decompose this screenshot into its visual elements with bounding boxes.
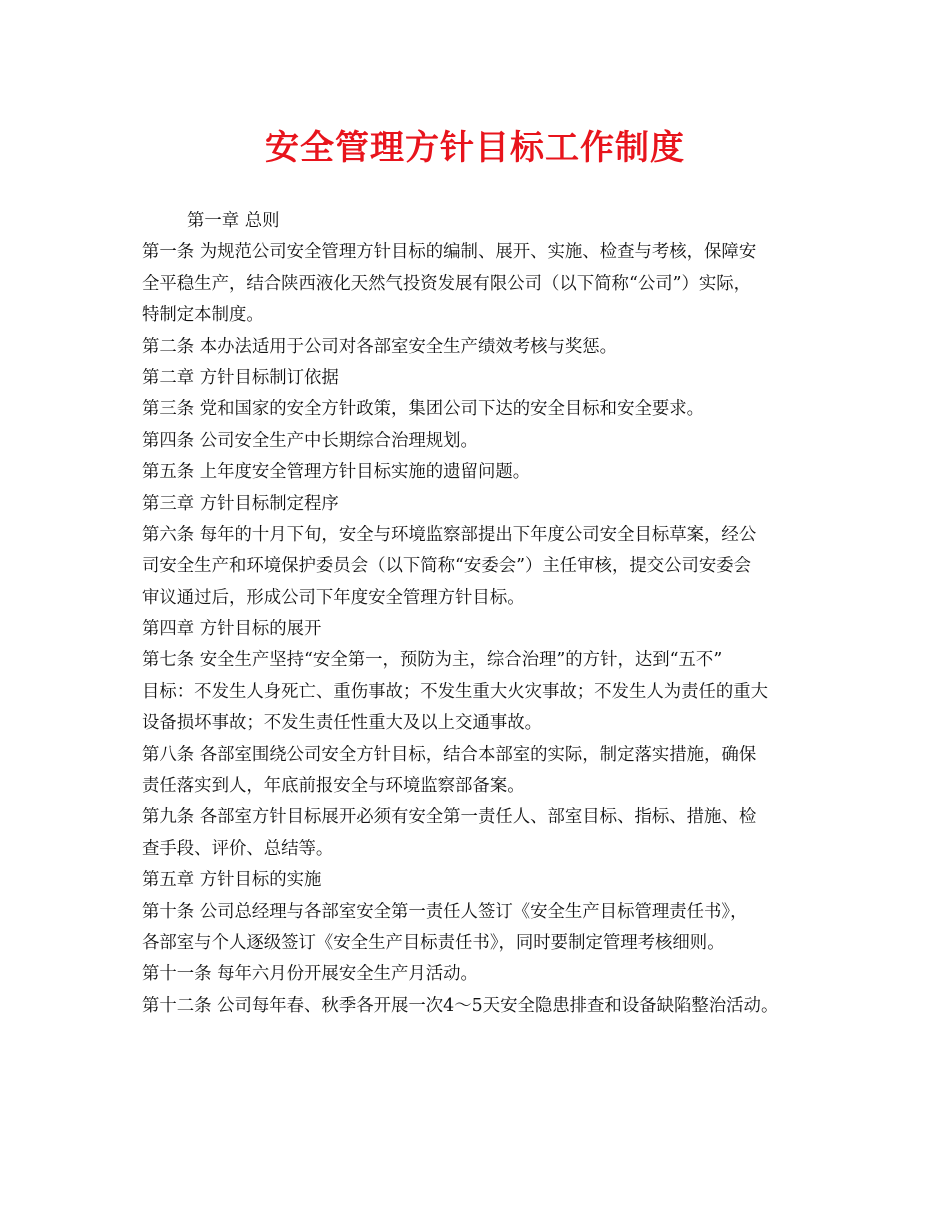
article-line: 设备损坏事故；不发生责任性重大及以上交通事故。 bbox=[142, 713, 542, 734]
document-body bbox=[142, 206, 822, 1022]
article-line: 第六条 每年的十月下旬，安全与环境监察部提出下年度公司安全目标草案，经公 bbox=[142, 524, 757, 545]
article-line: 审议通过后，形成公司下年度安全管理方针目标。 bbox=[142, 587, 525, 608]
article-line: 第十条 公司总经理与各部室安全第一责任人签订《安全生产目标管理责任书》， bbox=[142, 901, 748, 922]
article-line: 各部室与个人逐级签订《安全生产目标责任书》，同时要制定管理考核细则。 bbox=[142, 932, 725, 953]
chapter-heading: 第五章 方针目标的实施 bbox=[142, 870, 322, 891]
article-line: 第十一条 每年六月份开展安全生产月活动。 bbox=[142, 964, 478, 985]
article-line: 第九条 各部室方针目标展开必须有安全第一责任人、部室目标、指标、措施、检 bbox=[142, 807, 757, 828]
article-line: 第八条 各部室围绕公司安全方针目标，结合本部室的实际，制定落实措施，确保 bbox=[142, 744, 757, 765]
article-line: 司安全生产和环境保护委员会（以下简称“安委会”）主任审核，提交公司安委会 bbox=[142, 556, 752, 577]
article-line: 第十二条 公司每年春、秋季各开展一次4～5天安全隐患排查和设备缺陷整治活动。 bbox=[142, 995, 779, 1016]
article-line: 第一条 为规范公司安全管理方针目标的编制、展开、实施、检查与考核，保障安 bbox=[142, 242, 757, 263]
chapter-heading: 第三章 方针目标制定程序 bbox=[142, 493, 339, 514]
article-line: 第五条 上年度安全管理方针目标实施的遗留问题。 bbox=[142, 462, 531, 483]
article-line: 第四条 公司安全生产中长期综合治理规划。 bbox=[142, 430, 478, 451]
article-line: 查手段、评价、总结等。 bbox=[142, 838, 334, 859]
article-line: 责任落实到人，年底前报安全与环境监察部备案。 bbox=[142, 776, 525, 797]
article-line: 全平稳生产，结合陕西液化天然气投资发展有限公司（以下简称“公司”）实际， bbox=[142, 273, 752, 294]
chapter-heading: 第四章 方针目标的展开 bbox=[142, 619, 322, 640]
chapter-heading: 第二章 方针目标制订依据 bbox=[142, 367, 339, 388]
article-line: 第三条 党和国家的安全方针政策，集团公司下达的安全目标和安全要求。 bbox=[142, 399, 705, 420]
article-line: 目标：不发生人身死亡、重伤事故；不发生重大火灾事故；不发生人为责任的重大 bbox=[142, 681, 769, 702]
document-title: 安全管理方针目标工作制度 bbox=[265, 128, 685, 168]
article-line: 特制定本制度。 bbox=[142, 305, 264, 326]
article-line: 第七条 安全生产坚持“安全第一，预防为主，综合治理”的方针，达到“五不” bbox=[142, 650, 723, 671]
article-line: 第二条 本办法适用于公司对各部室安全生产绩效考核与奖惩。 bbox=[142, 336, 618, 357]
chapter-heading: 第一章 总则 bbox=[187, 211, 280, 231]
